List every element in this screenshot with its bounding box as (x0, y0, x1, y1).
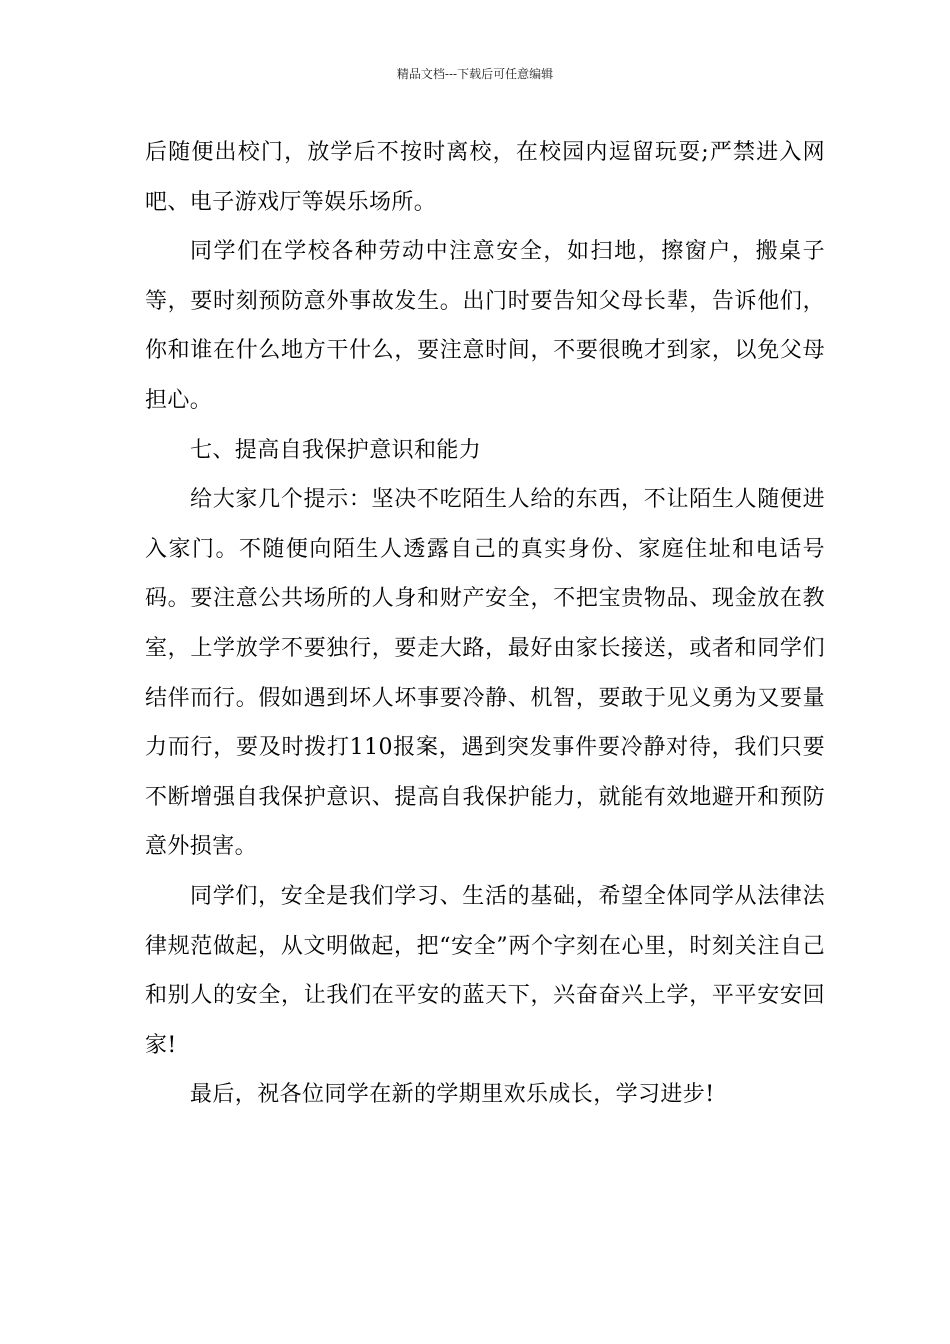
paragraph-1: 后随便出校门，放学后不按时离校，在校园内逗留玩耍;严禁进入网吧、电子游戏厅等娱乐场所。 (145, 140, 825, 215)
page-header: 精品文档---下载后可任意编辑 (396, 67, 554, 81)
section-heading-7: 七、提高自我保护意识和能力 (190, 437, 482, 463)
paragraph-4: 同学们，安全是我们学习、生活的基础，希望全体同学从法律法律规范做起，从文明做起，把“安全”两个字刻在心里，时刻关注自己和别人的安全，让我们在平安的蓝天下，兴奋奋兴上学，平平安安回家! (145, 883, 825, 1058)
paragraph-3: 给大家几个提示：坚决不吃陌生人给的东西，不让陌生人随便进入家门。不随便向陌生人透露自己的真实身份、家庭住址和电话号码。要注意公共场所的人身和财产安全，不把宝贵物品、现金放在教室，上学放学不要独行，要走大路，最好由家长接送，或者和同学们结伴而行。假如遇到坏人坏事要冷静、机智，要敢于见义勇为又要量力而行，要及时拨打110报案，遇到突发事件要冷静对待，我们只要不断增强自我保护意识、提高自我保护能力，就能有效地避开和预防意外损害。 (145, 487, 825, 860)
paragraph-5: 最后，祝各位同学在新的学期里欢乐成长，学习进步! (190, 1082, 715, 1108)
document-body (145, 128, 825, 1120)
paragraph-2: 同学们在学校各种劳动中注意安全，如扫地，擦窗户，搬桌子等，要时刻预防意外事故发生。出门时要告知父母长辈，告诉他们，你和谁在什么地方干什么，要注意时间，不要很晚才到家，以免父母担心。 (145, 239, 825, 413)
